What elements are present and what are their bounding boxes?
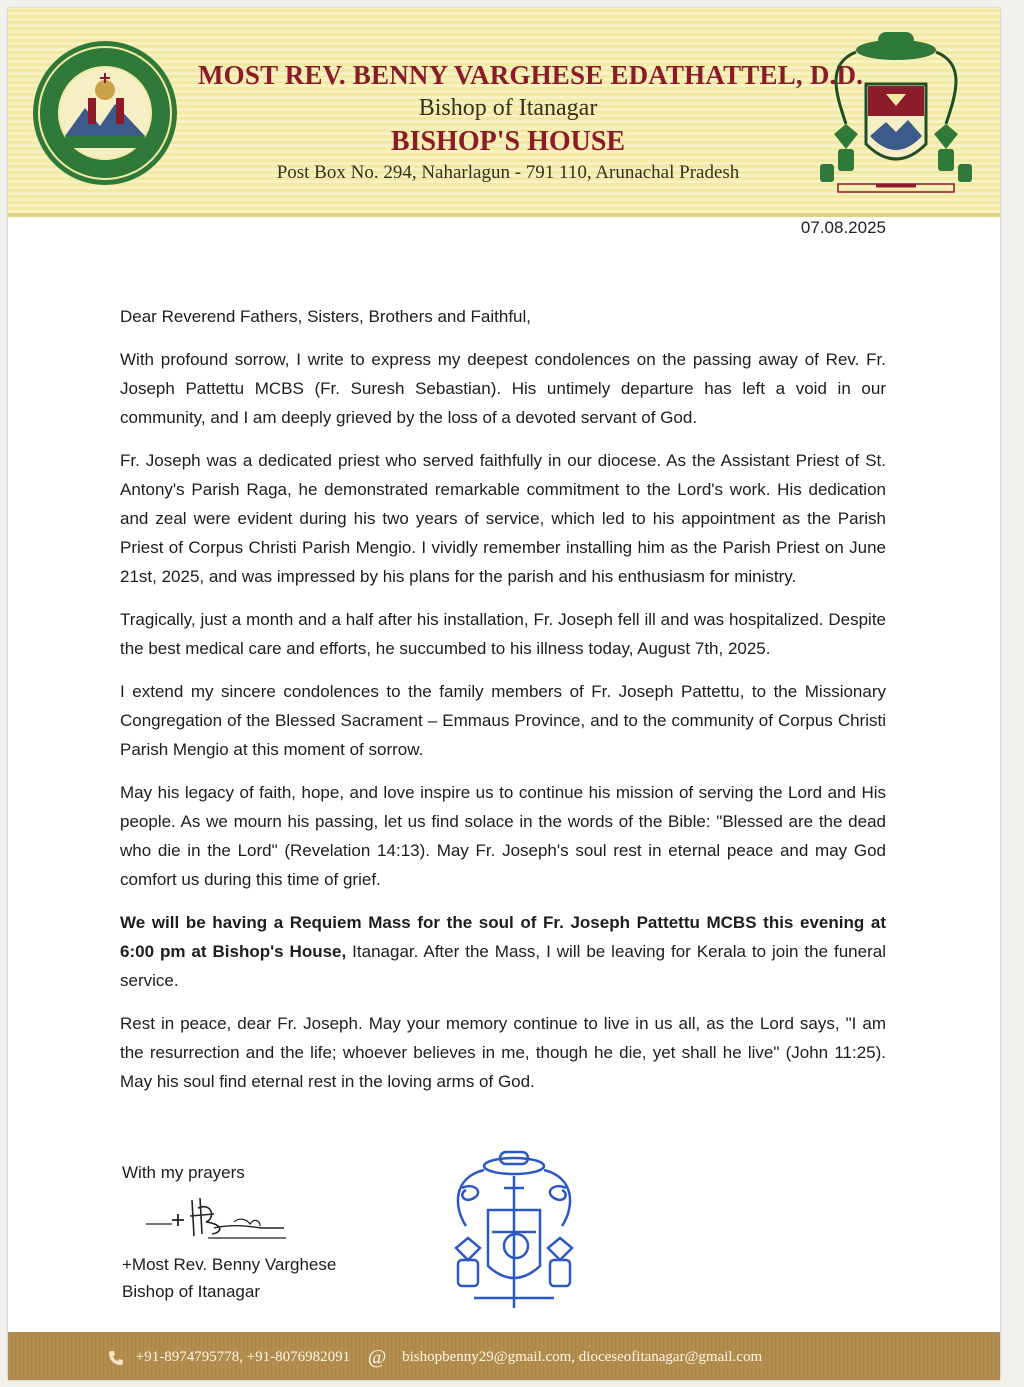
contact-line <box>108 1346 762 1369</box>
letterhead <box>8 8 1000 216</box>
letter-date: 07.08.2025 <box>800 218 886 237</box>
phone-numbers: +91-8974795778, +91-8076982091 <box>135 1349 351 1365</box>
signer-title: Bishop of Itanagar <box>122 1282 260 1301</box>
episcopal-stamp <box>444 1148 584 1320</box>
paragraph-legacy: May his legacy of faith, hope, and love inspire us to continue his mission of serving the Lord and His people. As we mourn his passing, let us find solace in the words of the Bible: "Blessed are the dead who die in the Lord" (Revelation 14:13). May Fr. Joseph's soul rest in eternal peace and may God comfort us during this time of grief. <box>120 783 886 889</box>
header-divider <box>8 213 1000 217</box>
phone-icon <box>108 1350 124 1366</box>
letter-page <box>8 8 1000 1380</box>
bishop-title: Bishop of Itanagar <box>418 95 598 121</box>
salutation: Dear Reverend Fathers, Sisters, Brothers and Faithful, <box>120 307 532 326</box>
house-heading: BISHOP'S HOUSE <box>390 126 626 157</box>
signer-block <box>122 1251 336 1305</box>
paragraph-requiem <box>120 908 886 995</box>
paragraph-family: I extend my sincere condolences to the family members of Fr. Joseph Pattettu, to the Missionary Congregation of the Blessed Sacrament – Emmaus Province, and to the community of Corpus Christi Parish Mengio at this moment of sorrow. <box>120 682 886 759</box>
coat-of-arms-logo <box>816 24 976 200</box>
signer-name: +Most Rev. Benny Varghese <box>122 1255 337 1274</box>
paragraph-condolence: With profound sorrow, I write to express my deepest condolences on the passing away of Rev. Fr. Joseph Pattettu MCBS (Fr. Suresh Sebastian). His untimely departure has left a void in our community, and I am deeply grieved by the loss of a devoted servant of God. <box>120 350 886 427</box>
paragraph-rest-in-peace: Rest in peace, dear Fr. Joseph. May your memory continue to live in us all, as the Lord says, "I am the resurrection and the life; whoever believes in me, though he die, yet shall he live" (John 11:25). May his soul find eternal rest in the loving arms of God. <box>120 1014 886 1091</box>
postal-address: Post Box No. 294, Naharlagun - 791 110, Arunachal Pradesh <box>276 162 740 183</box>
paragraph-service: Fr. Joseph was a dedicated priest who served faithfully in our diocese. As the Assistant Priest of St. Antony's Parish Raga, he demonstrated remarkable commitment to the Lord's work. His dedication and zeal were evident during his two years of service, which led to his appointment as the Parish Priest of Corpus Christi Parish Mengio. I vividly remember installing him as the Parish Priest on June 21st, 2025, and was impressed by his plans for the parish and his enthusiasm for ministry. <box>120 451 886 586</box>
paragraph-illness: Tragically, just a month and a half after his installation, Fr. Joseph fell ill and was hospitalized. Despite the best medical care and efforts, he succumbed to his illness today, August 7th, 2025. <box>120 610 886 658</box>
letterhead-text <box>198 60 864 184</box>
letter-body <box>120 302 886 1110</box>
at-icon: @ <box>367 1346 387 1368</box>
bishop-name-heading: MOST REV. BENNY VARGHESE EDATHATTEL, D.D. <box>198 60 864 90</box>
email-addresses: bishopbenny29@gmail.com, dioceseofitanagar@gmail.com <box>402 1349 763 1365</box>
requiem-details: Itanagar. After the Mass, I will be leaving for Kerala to join the funeral service. <box>120 942 886 990</box>
handwritten-signature <box>142 1188 292 1248</box>
closing-line: With my prayers <box>122 1163 245 1182</box>
diocese-seal-logo <box>30 38 180 188</box>
requiem-announcement: We will be having a Requiem Mass for the soul of Fr. Joseph Pattettu MCBS this evening at 6:00 pm at Bishop's House, <box>120 913 886 961</box>
contact-footer <box>8 1332 1000 1380</box>
